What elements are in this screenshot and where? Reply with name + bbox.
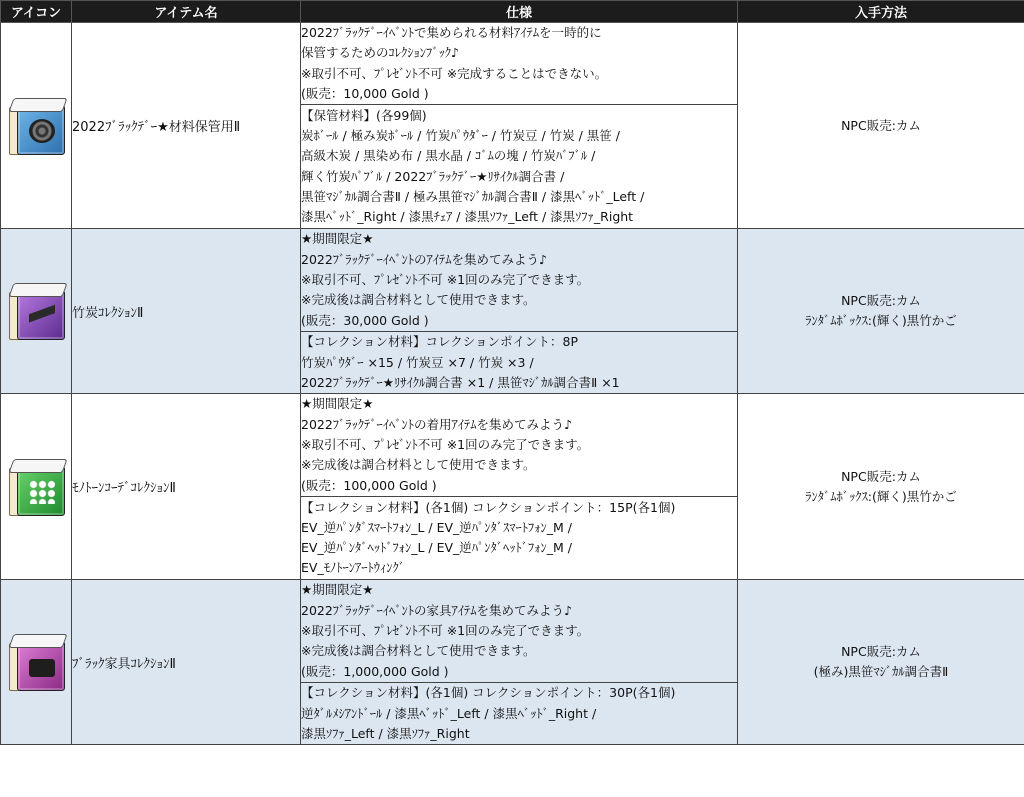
spec-line: 【コレクション材料】(各1個) コレクションポイント：15P(各1個): [301, 499, 676, 515]
spec-line: 【コレクション材料】(各1個) コレクションポイント：30P(各1個): [301, 685, 676, 701]
spec-line: (販売：10,000 Gold ): [301, 85, 429, 101]
header-icon: アイコン: [1, 1, 72, 23]
obtain-method: [738, 580, 1024, 745]
spec-line: 【保管材料】(各99個): [301, 107, 427, 123]
icon-cell: [1, 580, 72, 745]
spec-line: ※取引不可、ﾌﾟﾚｾﾞﾝﾄ不可 ※1回のみ完了できます。: [301, 437, 590, 453]
spec-line: 2022ﾌﾞﾗｯｸﾃﾞｰｲﾍﾞﾝﾄのｱｲﾃﾑを集めてみよう♪: [301, 251, 548, 267]
table-row: [1, 23, 1024, 105]
spec-line: ★期間限定★: [301, 231, 374, 247]
table-header-row: [1, 1, 1024, 23]
spec-description: [301, 23, 738, 105]
spec-line: ※完成後は調合材料として使用できます。: [301, 292, 536, 308]
spec-line: (販売：100,000 Gold ): [301, 477, 437, 493]
method-line: ﾗﾝﾀﾞﾑﾎﾞｯｸｽ:(輝く)黒竹かご: [805, 488, 957, 504]
spec-line: 黒笹ﾏｼﾞｶﾙ調合書Ⅱ / 極み黒笹ﾏｼﾞｶﾙ調合書Ⅱ / 漆黒ﾍﾞｯﾄﾞ_Left /: [301, 188, 645, 204]
spec-line: 逆ﾀﾞﾙﾒｼｱﾝﾄﾞｰﾙ / 漆黒ﾍﾞｯﾄﾞ_Left / 漆黒ﾍﾞｯﾄﾞ_Right /: [301, 705, 597, 721]
spec-line: EV_逆ﾊﾟﾝﾀﾞｽﾏｰﾄﾌｫﾝ_L / EV_逆ﾊﾟﾝﾀﾞｽﾏｰﾄﾌｫﾝ_M /: [301, 519, 572, 535]
spec-line: 漆黒ﾍﾞｯﾄﾞ_Right / 漆黒ﾁｪｱ / 漆黒ｿﾌｧ_Left / 漆黒ｿﾌｧ_Right: [301, 209, 634, 225]
table-row: [1, 394, 1024, 497]
spec-line: 2022ﾌﾞﾗｯｸﾃﾞｰｲﾍﾞﾝﾄの着用ｱｲﾃﾑを集めてみよう♪: [301, 416, 573, 432]
spec-line: 保管するためのｺﾚｸｼｮﾝﾌﾞｯｸ♪: [301, 45, 459, 61]
spec-materials: [301, 105, 738, 229]
item-name: 竹炭ｺﾚｸｼｮﾝⅡ: [72, 229, 301, 394]
method-line: ﾗﾝﾀﾞﾑﾎﾞｯｸｽ:(輝く)黒竹かご: [805, 313, 957, 329]
obtain-method: [738, 394, 1024, 580]
obtain-method: [738, 229, 1024, 394]
spec-line: 漆黒ｿﾌｧ_Left / 漆黒ｿﾌｧ_Right: [301, 725, 470, 741]
spec-line: (販売：30,000 Gold ): [301, 312, 429, 328]
spec-line: 炭ﾎﾞｰﾙ / 極み炭ﾎﾞｰﾙ / 竹炭ﾊﾟｳﾀﾞｰ / 竹炭豆 / 竹炭 / 黒笹 /: [301, 128, 620, 144]
icon-cell: [1, 229, 72, 394]
spec-materials: [301, 683, 738, 745]
obtain-method: [738, 23, 1024, 229]
spec-line: EV_逆ﾊﾟﾝﾀﾞﾍｯﾄﾞﾌｫﾝ_L / EV_逆ﾊﾟﾝﾀﾞﾍｯﾄﾞﾌｫﾝ_M /: [301, 540, 572, 556]
item-name: ﾓﾉﾄｰﾝｺｰﾃﾞｺﾚｸｼｮﾝⅡ: [72, 394, 301, 580]
header-obtain-method: 入手方法: [738, 1, 1024, 23]
spec-line: EV_ﾓﾉﾄｰﾝｱｰﾄｳｨﾝｸﾞ: [301, 560, 405, 576]
spec-materials: [301, 497, 738, 580]
spec-line: ※取引不可、ﾌﾟﾚｾﾞﾝﾄ不可 ※1回のみ完了できます。: [301, 623, 590, 639]
spec-line: 2022ﾌﾞﾗｯｸﾃﾞｰ★ﾘｻｲｸﾙ調合書 ×1 / 黒笹ﾏｼﾞｶﾙ調合書Ⅱ ×1: [301, 374, 620, 390]
spec-line: 2022ﾌﾞﾗｯｸﾃﾞｰｲﾍﾞﾝﾄで集められる材料ｱｲﾃﾑを一時的に: [301, 25, 602, 40]
spec-line: ※完成後は調合材料として使用できます。: [301, 457, 536, 473]
spec-line: (販売：1,000,000 Gold ): [301, 663, 449, 679]
spec-line: 2022ﾌﾞﾗｯｸﾃﾞｰｲﾍﾞﾝﾄの家具ｱｲﾃﾑを集めてみよう♪: [301, 602, 573, 618]
spec-line: ★期間限定★: [301, 396, 374, 412]
icon-cell: [1, 394, 72, 580]
item-name: 2022ﾌﾞﾗｯｸﾃﾞｰ★材料保管用Ⅱ: [72, 23, 301, 229]
table-row: [1, 580, 1024, 683]
collection-book-purple-icon: [5, 280, 67, 342]
method-line: (極み)黒笹ﾏｼﾞｶﾙ調合書Ⅱ: [813, 664, 949, 680]
spec-line: ※取引不可、ﾌﾟﾚｾﾞﾝﾄ不可 ※完成することはできない。: [301, 65, 608, 81]
item-name: ﾌﾞﾗｯｸ家具ｺﾚｸｼｮﾝⅡ: [72, 580, 301, 745]
collection-book-green-icon: [5, 456, 67, 518]
spec-materials: [301, 332, 738, 394]
icon-cell: [1, 23, 72, 229]
spec-line: 【コレクション材料】コレクションポイント：8P: [301, 334, 578, 350]
table-row: [1, 229, 1024, 332]
spec-description: [301, 580, 738, 683]
spec-line: ★期間限定★: [301, 582, 374, 598]
spec-description: [301, 229, 738, 332]
header-spec: 仕様: [301, 1, 738, 23]
spec-line: ※取引不可、ﾌﾟﾚｾﾞﾝﾄ不可 ※1回のみ完了できます。: [301, 272, 590, 288]
method-line: NPC販売:カム: [841, 117, 921, 133]
spec-line: 竹炭ﾊﾟｳﾀﾞｰ ×15 / 竹炭豆 ×7 / 竹炭 ×3 /: [301, 354, 534, 370]
spec-line: 輝く竹炭ﾊﾞﾌﾞﾙ / 2022ﾌﾞﾗｯｸﾃﾞｰ★ﾘｻｲｸﾙ調合書 /: [301, 168, 565, 184]
method-line: NPC販売:カム: [841, 468, 921, 484]
spec-line: 高級木炭 / 黒染め布 / 黒水晶 / ｺﾞﾑの塊 / 竹炭ﾊﾞﾌﾞﾙ /: [301, 148, 596, 164]
spec-line: ※完成後は調合材料として使用できます。: [301, 643, 536, 659]
header-item-name: アイテム名: [72, 1, 301, 23]
spec-description: [301, 394, 738, 497]
collection-book-magenta-icon: [5, 631, 67, 693]
method-line: NPC販売:カム: [841, 293, 921, 309]
collection-book-blue-icon: [5, 95, 67, 157]
method-line: NPC販売:カム: [841, 644, 921, 660]
